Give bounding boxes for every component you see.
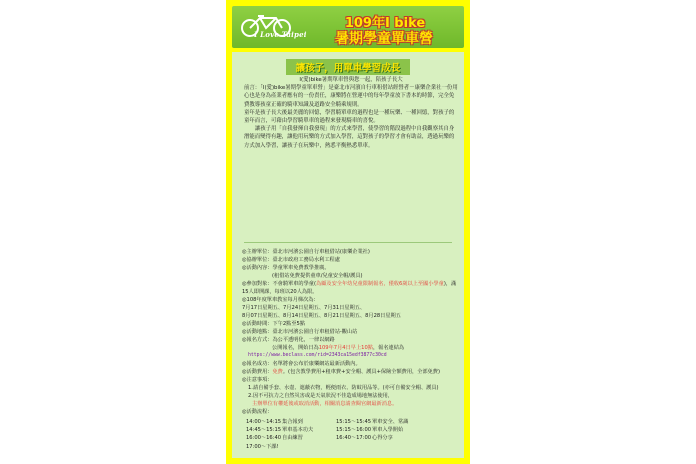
bicycle-logo-icon [236,14,300,44]
intro-paragraph: 童年是孩子長大後最美麗的回憶，學習騎單車的過程也是一種玩樂、一種回憶，對孩子的童年而言，可藉由學習騎單車的過程來發現騎車的喜悅。 [244,109,455,125]
event-location: ◎活動地點：臺北市河濱公園自行車租借站-觀山站 [242,329,358,335]
schedule-row [246,418,456,426]
signup-time-prefix: 公開報名，開始日為 [272,345,319,351]
schedule-title: ◎108年度單車教室每月梯次為： [242,297,319,303]
note-2-warning: 主辦單位有權延後或取消活動，相關消息請查閱官網最新消息。 [252,401,398,407]
signup-time-suffix: ，報名連結為 [372,345,405,351]
intro-text [244,76,458,150]
schedule-row [246,434,456,442]
dates-line-1: 7月17日星期五、7月24日星期五、7月31日星期五、 [242,305,366,311]
schedule-activity: 單車入學開始 [372,427,404,434]
event-content: ◎活動內容：學童單車免費教學推廣。 [242,265,330,271]
poster-header [232,6,464,48]
event-content-note: (租借站免費提供童車/兒童安全帽/護具) [272,273,363,279]
slogan-wrap [232,56,464,75]
flow-title: ◎活動流程： [242,409,273,415]
signup-method: ◎報名方式：為公平透明化，一律以網路 [242,337,335,343]
dates-line-2: 8月07日星期五、8月14日星期五、8月21日星期五、8月28日星期五 [242,313,401,319]
signup-start-time: 109年7月4日早上10點 [318,345,373,351]
schedule-time: 15:15～16:00 [336,427,372,434]
poster-title-line1: 109年I bike [344,16,426,31]
intro-paragraph: 讓孩子用「自我發揮自我發現」的方式來學習，使學習的階段過程中自我觀察其自身潛能而變得有趣，讓他用玩樂的方式加入學習，這對孩子的學習才會有助益，透過玩樂的方式加入學習，讓孩子在玩樂中，熱悉平衡熱悉單車。 [244,126,455,149]
notes-title: ◎注意事項： [242,377,273,383]
schedule-activity: 心得分享 [372,435,393,442]
participants-suffix: )，滿15人即開課，每班以20人為限。 [242,281,457,295]
schedule-activity: 自由練習 [282,435,303,442]
event-fee [242,368,458,376]
participants-prefix: ◎參加對象：不會騎單車的學童( [242,281,316,287]
signup-link[interactable]: https://www.beclass.com/rid=2343ca15edf3877c30cd [248,353,387,358]
event-time: ◎活動時間：下午2點至5點 [242,321,306,327]
schedule-time: 16:00～16:40 [246,435,282,442]
schedule-row [246,426,456,434]
fee-prefix: ◎活動費用： [242,369,273,375]
schedule-time: 16:40～17:00 [336,435,372,442]
schedule-table [246,418,456,451]
note-1: 1.請自備手套、水壺、遮蔽衣物，輕便雨衣、防蚊用品等。(亦可自備安全帽、護具) [248,385,439,391]
schedule-activity: 單車基本功夫 [282,427,314,434]
fee-suffix: 。(包含教學費用+租車費+安全帽、護具+保險全額費用，全部免費) [282,369,441,375]
section-divider [244,242,452,243]
poster-title-line2: 暑期學童單車營 [335,31,433,47]
schedule-time: 15:15～15:45 [336,419,372,425]
event-details [242,248,458,416]
note-2: 2.因不可抗力之自然災害或是天氣狀況不佳造成場地無法使用， [248,393,394,399]
schedule-activity: 集合報到 [282,419,303,425]
schedule-row [246,443,456,451]
schedule-time: 14:00～14:15 [246,419,282,425]
co-organizer: ◎協辦單位：臺北市政府工務局水利工程處 [242,257,340,263]
schedule-activity: 單車安全、常識 [372,419,409,425]
fee-free: 免費 [272,369,283,375]
participants [242,280,458,296]
schedule-time: 17:00～下課! [246,443,279,450]
slogan: 讓孩子，用單車學習成長 [286,59,411,75]
intro-paragraph: I(愛)bike暑期單車營與您一起，陪孩子長大 [299,77,403,83]
organizer: ◎主辦單位：臺北市河濱公園自行車租借站(康樂企業社) [242,249,370,255]
signup-time [242,344,458,352]
participants-restriction: 為顧及安全年幼兒童限制報名，僅收6歲以上至國小學童 [316,281,444,287]
logo-text: I Love Taipei [254,30,307,39]
signup-results: ◎報名成功：名單將會公布於康樂網站最新活動內。 [242,361,361,367]
poster [226,0,470,464]
poster-content [232,52,464,458]
schedule-time: 14:45～15:15 [246,427,282,434]
intro-paragraph: 前言：「I(愛)bike暑期學童單車營」是臺北市河濱自行車租借站經營者－康樂企業社一份用心也是身為產業者應有的一份責任，康樂將在營運中的每年學童放下書本的時節，完全免費教導孩童正確的騎車知識及道路安全騎乘規則。 [244,85,458,108]
